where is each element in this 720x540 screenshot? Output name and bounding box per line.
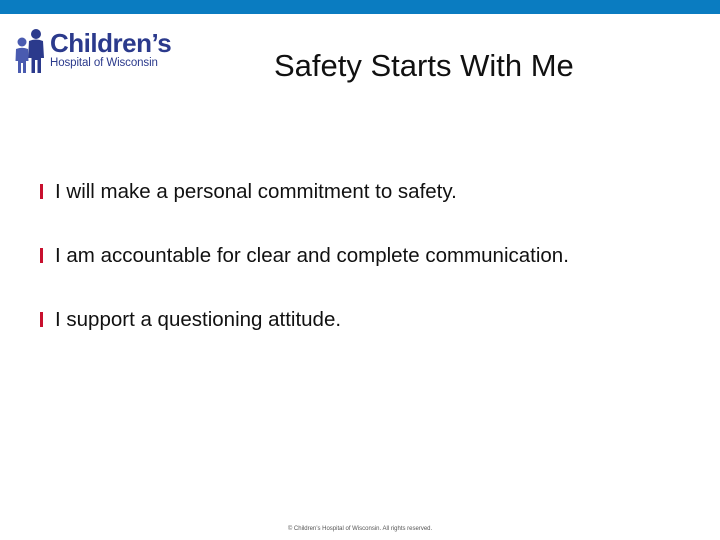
logo-wordmark: Children’s [50,28,172,58]
bullet-text: I support a questioning attitude. [55,308,342,331]
bullet-marker-icon [40,312,43,327]
bullet-text: I am accountable for clear and complete communication. [55,244,569,267]
slide-title: Safety Starts With Me [274,48,574,83]
list-item [40,180,700,244]
commitment-list [40,180,700,372]
logo-subtitle: Hospital of Wisconsin [50,57,158,69]
bullet-text: I will make a personal commitment to safety. [55,180,457,203]
children-figures-icon [14,28,48,74]
copyright-footer: © Children’s Hospital of Wisconsin. All rights reserved. [287,526,433,532]
childrens-hospital-logo [14,28,174,78]
list-item [40,308,700,372]
top-accent-bar [0,0,720,14]
list-item [40,244,700,308]
bullet-marker-icon [40,184,43,199]
bullet-marker-icon [40,248,43,263]
